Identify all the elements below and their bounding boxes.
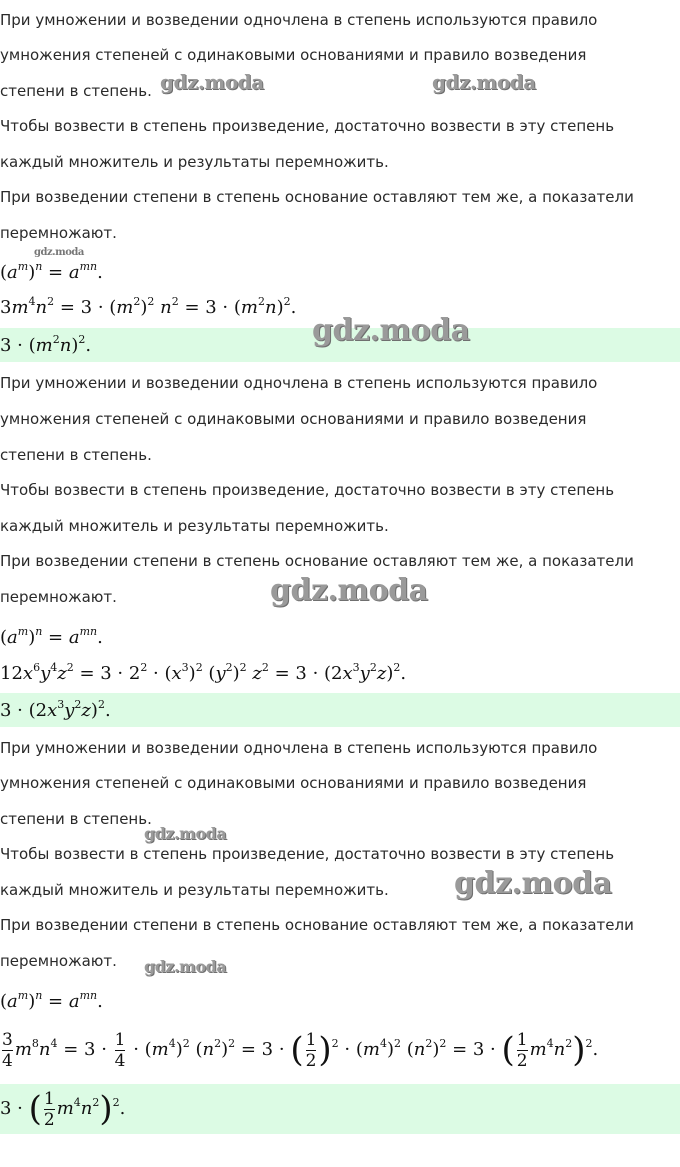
paragraph-line: Чтобы возвести в степень произведение, достаточно возвести в эту степень (0, 845, 615, 863)
paragraph-line: умножения степеней с одинаковыми основаниями и правило возведения (0, 774, 587, 792)
paragraph-line: При умножении и возведении одночлена в степень используются правило (0, 374, 598, 392)
paragraph-line: степени в степень. (0, 82, 152, 100)
watermark-logo: gdz.moda (34, 247, 84, 258)
paragraph-line: перемножают. (0, 224, 117, 242)
paragraph-line: При умножении и возведении одночлена в степень используются правило (0, 11, 598, 29)
paragraph-line: каждый множитель и результаты перемножить. (0, 881, 389, 899)
formula-power-rule: $(a^m)^n = a^{mn}$. (0, 989, 103, 1012)
paragraph-line: Чтобы возвести в степень произведение, достаточно возвести в эту степень (0, 117, 615, 135)
paragraph-line: При возведении степени в степень основание оставляют тем же, а показатели (0, 188, 634, 206)
paragraph-line: перемножают. (0, 588, 117, 606)
paragraph-line: каждый множитель и результаты перемножить. (0, 153, 389, 171)
answer-formula: $3 \cdot (2x^3y^2z)^2$. (0, 698, 111, 721)
watermark-logo: gdz.moda (432, 70, 536, 94)
paragraph-line: умножения степеней с одинаковыми основаниями и правило возведения (0, 410, 587, 428)
formula-solution: $12x^6y^4z^2 = 3 \cdot 2^2 \cdot (x^3)^2$ $(y^2)^2$ $z^2 = 3 \cdot (2x^3y^2z)^2$. (0, 661, 407, 684)
paragraph-line: степени в степень. (0, 446, 152, 464)
watermark-logo: gdz.moda (144, 824, 227, 843)
paragraph-line: степени в степень. (0, 810, 152, 828)
paragraph-line: При возведении степени в степень основание оставляют тем же, а показатели (0, 916, 634, 934)
paragraph-line: каждый множитель и результаты перемножить. (0, 517, 389, 535)
paragraph-line: перемножают. (0, 952, 117, 970)
paragraph-line: При возведении степени в степень основание оставляют тем же, а показатели (0, 552, 634, 570)
watermark-logo: gdz.moda (160, 70, 264, 94)
formula-power-rule: $(a^m)^n = a^{mn}$. (0, 260, 103, 283)
answer-formula: 3 · ( $\frac{1}{2}$ $m^4n^2)^2$. (0, 1088, 126, 1130)
paragraph-line: При умножении и возведении одночлена в степень используются правило (0, 739, 598, 757)
formula-solution: $\frac{3}{4}$ $m^8n^4 = 3$ · $\frac{1}{4}$ · $(m^4)^2$ $(n^2)^2 = 3$ · ( $\frac{1}{2}$ )$^2 \cdot (m^4)^2$ $(n^2)^2 = 3$ · ( $\frac{1}{2}$ $m^4n^2)^2$. (2, 1029, 599, 1071)
answer-formula: $3 \cdot (m^2n)^2$. (0, 333, 92, 356)
formula-power-rule: $(a^m)^n = a^{mn}$. (0, 625, 103, 648)
watermark-logo: gdz.moda (454, 866, 612, 901)
watermark-logo: gdz.moda (312, 313, 470, 348)
formula-solution: $3m^4n^2 = 3 \cdot (m^2)^2$ $n^2 = 3 \cdot (m^2n)^2$. (0, 295, 297, 318)
watermark-logo: gdz.moda (144, 957, 227, 976)
paragraph-line: Чтобы возвести в степень произведение, достаточно возвести в эту степень (0, 481, 615, 499)
paragraph-line: умножения степеней с одинаковыми основаниями и правило возведения (0, 46, 587, 64)
watermark-logo: gdz.moda (270, 573, 428, 608)
